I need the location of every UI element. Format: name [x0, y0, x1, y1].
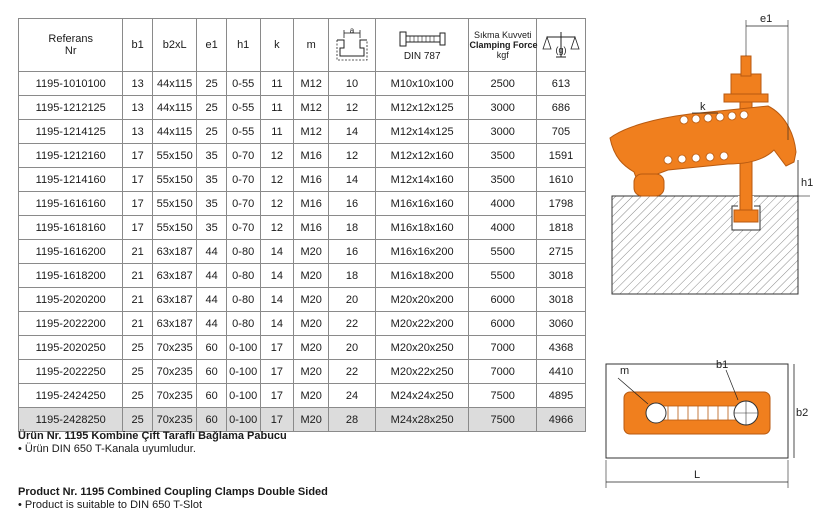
description-en	[18, 486, 328, 512]
cell-b2xl: 63x187	[152, 288, 197, 312]
header-force-en: Clamping Force	[469, 40, 538, 50]
cell-a: 16	[329, 192, 376, 216]
description-tr-title: Ürün Nr. 1195 Kombine Çift Taraflı Bağlama Pabucu	[18, 430, 287, 442]
cell-h1: 0-80	[226, 240, 260, 264]
cell-din: M20x20x250	[375, 336, 469, 360]
cell-h1: 0-80	[226, 288, 260, 312]
cell-h1: 0-100	[226, 384, 260, 408]
cell-din: M10x10x100	[375, 72, 469, 96]
cell-a: 18	[329, 216, 376, 240]
cell-a: 20	[329, 288, 376, 312]
cell-din: M20x22x250	[375, 360, 469, 384]
cell-a: 16	[329, 240, 376, 264]
cell-b1: 21	[123, 288, 152, 312]
description-en-note: • Product is suitable to DIN 650 T-Slot	[18, 499, 203, 511]
dim-k-label: k	[700, 101, 706, 113]
cell-ref: 1195-1618160	[19, 216, 123, 240]
cell-weight: 4966	[536, 408, 585, 432]
table-row	[19, 288, 586, 312]
cell-ref: 1195-2020200	[19, 288, 123, 312]
cell-din: M12x14x160	[375, 168, 469, 192]
cell-ref: 1195-1010100	[19, 72, 123, 96]
t-slot-width-icon	[334, 28, 370, 62]
cell-h1: 0-70	[226, 192, 260, 216]
cell-m: M12	[294, 72, 329, 96]
cell-b2xl: 70x235	[152, 336, 197, 360]
cell-din: M16x16x160	[375, 192, 469, 216]
cell-ref: 1195-2424250	[19, 384, 123, 408]
header-din	[375, 19, 469, 72]
cell-h1: 0-70	[226, 216, 260, 240]
cell-ref: 1195-2022200	[19, 312, 123, 336]
cell-force: 5500	[469, 264, 536, 288]
cell-h1: 0-80	[226, 312, 260, 336]
cell-k: 12	[260, 168, 294, 192]
cell-e1: 44	[197, 264, 226, 288]
cell-e1: 25	[197, 120, 226, 144]
description-tr	[18, 430, 287, 456]
cell-b1: 25	[123, 336, 152, 360]
cell-b2xl: 70x235	[152, 408, 197, 432]
table-row	[19, 216, 586, 240]
cell-k: 12	[260, 216, 294, 240]
top-view-drawing	[598, 356, 812, 516]
table-row	[19, 360, 586, 384]
cell-ref: 1195-1212125	[19, 96, 123, 120]
cell-din: M24x24x250	[375, 384, 469, 408]
support-foot	[634, 174, 664, 196]
cell-k: 17	[260, 336, 294, 360]
cell-a: 14	[329, 120, 376, 144]
cell-m: M12	[294, 96, 329, 120]
cell-b2xl: 55x150	[152, 144, 197, 168]
table-row	[19, 264, 586, 288]
cell-din: M12x12x125	[375, 96, 469, 120]
cell-e1: 60	[197, 336, 226, 360]
cell-b1: 17	[123, 192, 152, 216]
table-row	[19, 336, 586, 360]
cell-k: 12	[260, 192, 294, 216]
cell-din: M12x12x160	[375, 144, 469, 168]
cell-k: 11	[260, 120, 294, 144]
description-tr-note: • Ürün DIN 650 T-Kanala uyumludur.	[18, 443, 196, 455]
cell-h1: 0-100	[226, 336, 260, 360]
cell-b2xl: 55x150	[152, 168, 197, 192]
cell-weight: 3018	[536, 288, 585, 312]
cell-weight: 1591	[536, 144, 585, 168]
header-force-tr: Sıkma Kuvveti	[473, 30, 532, 40]
cell-k: 12	[260, 144, 294, 168]
cell-force: 3500	[469, 144, 536, 168]
cell-m: M12	[294, 120, 329, 144]
cell-din: M12x14x125	[375, 120, 469, 144]
cell-e1: 35	[197, 216, 226, 240]
table-header-row	[19, 19, 586, 72]
cell-ref: 1195-2428250	[19, 408, 123, 432]
balance-scale-icon	[541, 29, 581, 61]
dim-b1-label: b1	[716, 359, 729, 371]
cell-e1: 60	[197, 360, 226, 384]
cell-m: M20	[294, 288, 329, 312]
t-bolt-icon	[392, 28, 452, 50]
cell-m: M16	[294, 192, 329, 216]
table-row	[19, 408, 586, 432]
cell-m: M20	[294, 240, 329, 264]
cell-b2xl: 70x235	[152, 384, 197, 408]
cell-a: 22	[329, 360, 376, 384]
cell-k: 14	[260, 312, 294, 336]
cell-k: 17	[260, 360, 294, 384]
cell-weight: 1798	[536, 192, 585, 216]
cell-m: M16	[294, 144, 329, 168]
side-view-drawing	[598, 10, 812, 300]
cell-b2xl: 63x187	[152, 264, 197, 288]
cell-a: 22	[329, 312, 376, 336]
cell-e1: 44	[197, 312, 226, 336]
cell-b1: 25	[123, 384, 152, 408]
cell-b1: 17	[123, 216, 152, 240]
cell-b1: 17	[123, 168, 152, 192]
cell-a: 12	[329, 144, 376, 168]
cell-ref: 1195-1616160	[19, 192, 123, 216]
cell-b1: 25	[123, 408, 152, 432]
cell-force: 7000	[469, 336, 536, 360]
cell-e1: 25	[197, 96, 226, 120]
cell-m: M20	[294, 360, 329, 384]
cell-din: M20x22x200	[375, 312, 469, 336]
cell-h1: 0-100	[226, 408, 260, 432]
cell-h1: 0-70	[226, 168, 260, 192]
clamp-nut	[731, 74, 761, 94]
cell-a: 10	[329, 72, 376, 96]
cell-force: 7500	[469, 384, 536, 408]
workpiece-block	[612, 196, 798, 294]
cell-weight: 1818	[536, 216, 585, 240]
header-din-label: DIN 787	[403, 51, 441, 62]
cell-ref: 1195-1212160	[19, 144, 123, 168]
cell-k: 14	[260, 288, 294, 312]
table-row	[19, 72, 586, 96]
clamp-washer	[724, 94, 768, 102]
table-row	[19, 192, 586, 216]
cell-b1: 13	[123, 120, 152, 144]
top-slot	[656, 406, 742, 420]
header-e1: e1	[197, 19, 226, 72]
cell-k: 17	[260, 408, 294, 432]
cell-b1: 17	[123, 144, 152, 168]
cell-b2xl: 55x150	[152, 216, 197, 240]
description-en-title: Product Nr. 1195 Combined Coupling Clamps Double Sided	[18, 486, 328, 498]
header-ref: Referans Nr	[19, 19, 123, 72]
cell-ref: 1195-1214125	[19, 120, 123, 144]
table-row	[19, 168, 586, 192]
cell-e1: 35	[197, 168, 226, 192]
table-row	[19, 240, 586, 264]
header-force-unit: kgf	[496, 50, 509, 60]
cell-weight: 3018	[536, 264, 585, 288]
cell-a: 18	[329, 264, 376, 288]
cell-din: M16x16x200	[375, 240, 469, 264]
cell-a: 14	[329, 168, 376, 192]
cell-m: M20	[294, 312, 329, 336]
cell-h1: 0-100	[226, 360, 260, 384]
header-b2xl: b2xL	[152, 19, 197, 72]
cell-force: 3500	[469, 168, 536, 192]
header-m: m	[294, 19, 329, 72]
cell-b2xl: 63x187	[152, 312, 197, 336]
cell-force: 7500	[469, 408, 536, 432]
cell-m: M16	[294, 168, 329, 192]
cell-b2xl: 44x115	[152, 120, 197, 144]
spec-table	[18, 18, 586, 432]
cell-din: M24x28x250	[375, 408, 469, 432]
cell-a: 12	[329, 96, 376, 120]
cell-b1: 21	[123, 312, 152, 336]
cell-a: 28	[329, 408, 376, 432]
cell-b1: 13	[123, 72, 152, 96]
cell-b1: 21	[123, 264, 152, 288]
cell-ref: 1195-1618200	[19, 264, 123, 288]
header-weight-unit: (g)	[555, 45, 567, 55]
cell-din: M20x20x200	[375, 288, 469, 312]
cell-b1: 25	[123, 360, 152, 384]
cell-ref: 1195-1214160	[19, 168, 123, 192]
cell-weight: 1610	[536, 168, 585, 192]
cell-force: 2500	[469, 72, 536, 96]
cell-force: 3000	[469, 96, 536, 120]
dim-m-label: m	[620, 365, 630, 377]
dim-b2-label: b2	[796, 407, 809, 419]
cell-k: 14	[260, 264, 294, 288]
cell-m: M20	[294, 408, 329, 432]
cell-b2xl: 44x115	[152, 72, 197, 96]
table-row	[19, 120, 586, 144]
dim-l-label: L	[694, 469, 701, 481]
cell-ref: 1195-2020250	[19, 336, 123, 360]
cell-e1: 35	[197, 144, 226, 168]
cell-force: 7000	[469, 360, 536, 384]
cell-b2xl: 70x235	[152, 360, 197, 384]
cell-e1: 44	[197, 288, 226, 312]
cell-weight: 2715	[536, 240, 585, 264]
cell-e1: 35	[197, 192, 226, 216]
cell-force: 6000	[469, 288, 536, 312]
cell-b2xl: 55x150	[152, 192, 197, 216]
dim-h1-label: h1	[801, 177, 814, 189]
header-weight	[536, 19, 585, 72]
table-row	[19, 384, 586, 408]
t-bolt-head	[734, 210, 758, 222]
cell-h1: 0-55	[226, 96, 260, 120]
cell-h1: 0-80	[226, 264, 260, 288]
cell-force: 3000	[469, 120, 536, 144]
cell-m: M20	[294, 336, 329, 360]
cell-din: M16x18x200	[375, 264, 469, 288]
top-bolt-hole-left	[646, 403, 666, 423]
cell-weight: 4410	[536, 360, 585, 384]
cell-weight: 4895	[536, 384, 585, 408]
cell-e1: 44	[197, 240, 226, 264]
cell-weight: 3060	[536, 312, 585, 336]
header-a	[329, 19, 376, 72]
cell-k: 14	[260, 240, 294, 264]
header-k: k	[260, 19, 294, 72]
dim-e1-label: e1	[760, 13, 773, 25]
cell-ref: 1195-2022250	[19, 360, 123, 384]
cell-weight: 686	[536, 96, 585, 120]
cell-k: 17	[260, 384, 294, 408]
cell-h1: 0-70	[226, 144, 260, 168]
cell-a: 24	[329, 384, 376, 408]
cell-m: M20	[294, 264, 329, 288]
cell-m: M20	[294, 384, 329, 408]
cell-b1: 21	[123, 240, 152, 264]
cell-e1: 60	[197, 384, 226, 408]
cell-weight: 4368	[536, 336, 585, 360]
cell-force: 4000	[469, 192, 536, 216]
header-h1: h1	[226, 19, 260, 72]
cell-k: 11	[260, 72, 294, 96]
cell-m: M16	[294, 216, 329, 240]
cell-din: M16x18x160	[375, 216, 469, 240]
cell-h1: 0-55	[226, 120, 260, 144]
cell-force: 4000	[469, 216, 536, 240]
table-row	[19, 144, 586, 168]
cell-b1: 13	[123, 96, 152, 120]
cell-k: 11	[260, 96, 294, 120]
cell-force: 5500	[469, 240, 536, 264]
cell-b2xl: 44x115	[152, 96, 197, 120]
cell-a: 20	[329, 336, 376, 360]
table-row	[19, 96, 586, 120]
cell-force: 6000	[469, 312, 536, 336]
cell-e1: 25	[197, 72, 226, 96]
cell-h1: 0-55	[226, 72, 260, 96]
header-force	[469, 19, 536, 72]
cell-ref: 1195-1616200	[19, 240, 123, 264]
cell-e1: 60	[197, 408, 226, 432]
table-row	[19, 312, 586, 336]
header-a-label: a	[349, 26, 355, 35]
cell-b2xl: 63x187	[152, 240, 197, 264]
table-body	[19, 72, 586, 432]
cell-weight: 613	[536, 72, 585, 96]
header-b1: b1	[123, 19, 152, 72]
cell-weight: 705	[536, 120, 585, 144]
